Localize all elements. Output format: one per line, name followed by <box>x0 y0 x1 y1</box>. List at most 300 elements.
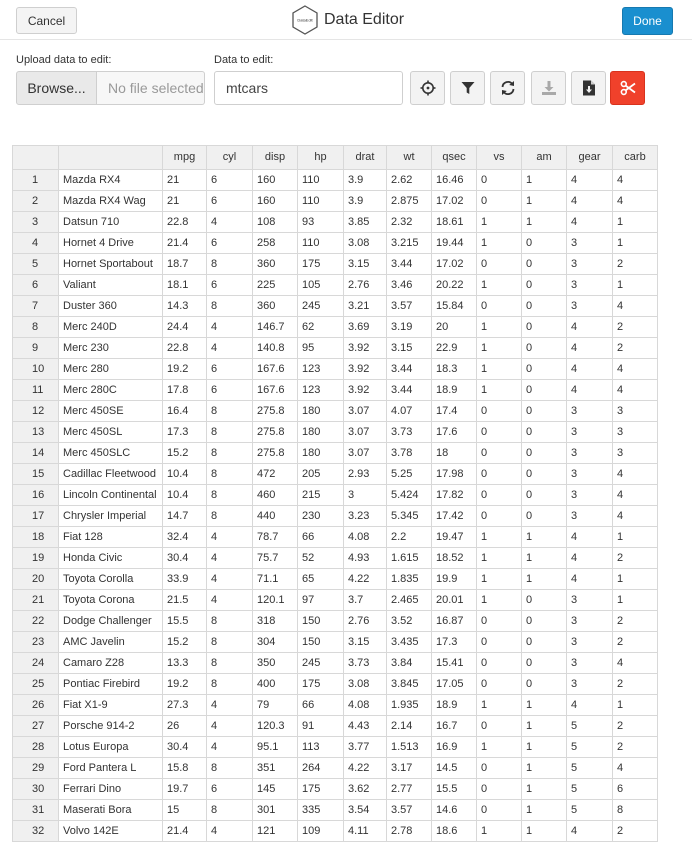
cell-gear[interactable]: 5 <box>567 758 613 779</box>
cell-vs[interactable]: 0 <box>477 401 522 422</box>
cell-wt[interactable]: 5.25 <box>387 464 432 485</box>
cell-qsec[interactable]: 17.98 <box>432 464 477 485</box>
row-name-cell[interactable]: AMC Javelin <box>59 632 163 653</box>
row-name-cell[interactable]: Pontiac Firebird <box>59 674 163 695</box>
cell-disp[interactable]: 167.6 <box>253 380 298 401</box>
cell-qsec[interactable]: 19.44 <box>432 233 477 254</box>
cell-mpg[interactable]: 15.2 <box>163 632 207 653</box>
cell-carb[interactable]: 2 <box>613 632 658 653</box>
cell-am[interactable]: 1 <box>522 695 567 716</box>
cell-wt[interactable]: 2.2 <box>387 527 432 548</box>
cell-carb[interactable]: 1 <box>613 527 658 548</box>
cell-mpg[interactable]: 27.3 <box>163 695 207 716</box>
cell-qsec[interactable]: 18.61 <box>432 212 477 233</box>
cell-mpg[interactable]: 13.3 <box>163 653 207 674</box>
row-name-cell[interactable]: Merc 280C <box>59 380 163 401</box>
cell-wt[interactable]: 5.424 <box>387 485 432 506</box>
cell-am[interactable]: 0 <box>522 401 567 422</box>
cell-carb[interactable]: 3 <box>613 401 658 422</box>
row-name-cell[interactable]: Camaro Z28 <box>59 653 163 674</box>
cell-vs[interactable]: 0 <box>477 254 522 275</box>
cell-hp[interactable]: 245 <box>298 296 344 317</box>
cell-am[interactable]: 0 <box>522 485 567 506</box>
cell-qsec[interactable]: 17.05 <box>432 674 477 695</box>
cell-hp[interactable]: 110 <box>298 170 344 191</box>
cell-disp[interactable]: 78.7 <box>253 527 298 548</box>
row-name-cell[interactable]: Duster 360 <box>59 296 163 317</box>
cell-cyl[interactable]: 4 <box>207 527 253 548</box>
cell-qsec[interactable]: 22.9 <box>432 338 477 359</box>
cell-cyl[interactable]: 6 <box>207 275 253 296</box>
cell-gear[interactable]: 3 <box>567 485 613 506</box>
cell-carb[interactable]: 2 <box>613 611 658 632</box>
cell-hp[interactable]: 66 <box>298 695 344 716</box>
cell-gear[interactable]: 5 <box>567 800 613 821</box>
cell-cyl[interactable]: 8 <box>207 296 253 317</box>
cell-wt[interactable]: 1.513 <box>387 737 432 758</box>
cell-vs[interactable]: 0 <box>477 632 522 653</box>
cell-cyl[interactable]: 8 <box>207 632 253 653</box>
cell-hp[interactable]: 335 <box>298 800 344 821</box>
cell-wt[interactable]: 5.345 <box>387 506 432 527</box>
cell-vs[interactable]: 0 <box>477 191 522 212</box>
cell-mpg[interactable]: 22.8 <box>163 212 207 233</box>
cell-carb[interactable]: 1 <box>613 695 658 716</box>
cell-disp[interactable]: 160 <box>253 191 298 212</box>
cell-carb[interactable]: 4 <box>613 296 658 317</box>
row-name-cell[interactable]: Hornet Sportabout <box>59 254 163 275</box>
cell-gear[interactable]: 4 <box>567 191 613 212</box>
filter-button[interactable] <box>450 71 485 105</box>
rowname-header[interactable] <box>59 146 163 170</box>
cell-gear[interactable]: 3 <box>567 464 613 485</box>
cell-mpg[interactable]: 15 <box>163 800 207 821</box>
cell-gear[interactable]: 3 <box>567 233 613 254</box>
cell-gear[interactable]: 4 <box>567 359 613 380</box>
cell-cyl[interactable]: 8 <box>207 443 253 464</box>
row-name-cell[interactable]: Cadillac Fleetwood <box>59 464 163 485</box>
cell-am[interactable]: 1 <box>522 212 567 233</box>
cell-hp[interactable]: 66 <box>298 527 344 548</box>
cell-vs[interactable]: 1 <box>477 548 522 569</box>
cell-cyl[interactable]: 8 <box>207 506 253 527</box>
cell-cyl[interactable]: 6 <box>207 233 253 254</box>
cell-mpg[interactable]: 16.4 <box>163 401 207 422</box>
cell-gear[interactable]: 3 <box>567 422 613 443</box>
cell-mpg[interactable]: 21 <box>163 191 207 212</box>
row-name-cell[interactable]: Lotus Europa <box>59 737 163 758</box>
cell-carb[interactable]: 2 <box>613 548 658 569</box>
cell-disp[interactable]: 145 <box>253 779 298 800</box>
cell-wt[interactable]: 3.44 <box>387 254 432 275</box>
cell-wt[interactable]: 3.15 <box>387 338 432 359</box>
cell-disp[interactable]: 350 <box>253 653 298 674</box>
cell-drat[interactable]: 4.11 <box>344 821 387 842</box>
cell-am[interactable]: 1 <box>522 191 567 212</box>
cell-cyl[interactable]: 6 <box>207 359 253 380</box>
cell-mpg[interactable]: 21 <box>163 170 207 191</box>
cell-drat[interactable]: 3.73 <box>344 653 387 674</box>
cell-am[interactable]: 1 <box>522 821 567 842</box>
row-name-cell[interactable]: Merc 450SL <box>59 422 163 443</box>
cell-wt[interactable]: 3.44 <box>387 380 432 401</box>
cell-drat[interactable]: 3.15 <box>344 254 387 275</box>
cell-hp[interactable]: 245 <box>298 653 344 674</box>
cancel-button[interactable]: Cancel <box>16 7 77 34</box>
cell-am[interactable]: 0 <box>522 653 567 674</box>
cell-gear[interactable]: 4 <box>567 170 613 191</box>
cell-am[interactable]: 0 <box>522 338 567 359</box>
cell-drat[interactable]: 4.22 <box>344 569 387 590</box>
row-name-cell[interactable]: Honda Civic <box>59 548 163 569</box>
row-name-cell[interactable]: Merc 450SE <box>59 401 163 422</box>
cell-vs[interactable]: 1 <box>477 275 522 296</box>
cell-am[interactable]: 0 <box>522 233 567 254</box>
cell-hp[interactable]: 205 <box>298 464 344 485</box>
cell-carb[interactable]: 3 <box>613 422 658 443</box>
cell-vs[interactable]: 1 <box>477 317 522 338</box>
cell-wt[interactable]: 3.57 <box>387 296 432 317</box>
cell-drat[interactable]: 3.15 <box>344 632 387 653</box>
cell-qsec[interactable]: 16.46 <box>432 170 477 191</box>
cell-vs[interactable]: 1 <box>477 737 522 758</box>
column-header-disp[interactable]: disp <box>253 146 298 170</box>
cell-hp[interactable]: 52 <box>298 548 344 569</box>
cell-cyl[interactable]: 8 <box>207 758 253 779</box>
cell-hp[interactable]: 113 <box>298 737 344 758</box>
cell-hp[interactable]: 95 <box>298 338 344 359</box>
cell-vs[interactable]: 0 <box>477 170 522 191</box>
cell-am[interactable]: 0 <box>522 380 567 401</box>
cell-drat[interactable]: 3.92 <box>344 359 387 380</box>
cell-qsec[interactable]: 20.01 <box>432 590 477 611</box>
cell-drat[interactable]: 3.21 <box>344 296 387 317</box>
row-name-cell[interactable]: Toyota Corona <box>59 590 163 611</box>
cell-am[interactable]: 0 <box>522 296 567 317</box>
cell-cyl[interactable]: 8 <box>207 485 253 506</box>
cell-gear[interactable]: 4 <box>567 317 613 338</box>
cell-hp[interactable]: 230 <box>298 506 344 527</box>
cell-disp[interactable]: 472 <box>253 464 298 485</box>
cell-qsec[interactable]: 15.5 <box>432 779 477 800</box>
cell-carb[interactable]: 4 <box>613 485 658 506</box>
cell-carb[interactable]: 1 <box>613 275 658 296</box>
cell-wt[interactable]: 3.17 <box>387 758 432 779</box>
cell-vs[interactable]: 0 <box>477 800 522 821</box>
cell-drat[interactable]: 3.08 <box>344 233 387 254</box>
cell-gear[interactable]: 4 <box>567 569 613 590</box>
cell-wt[interactable]: 2.875 <box>387 191 432 212</box>
cell-mpg[interactable]: 10.4 <box>163 464 207 485</box>
cell-drat[interactable]: 3.07 <box>344 422 387 443</box>
cell-cyl[interactable]: 4 <box>207 317 253 338</box>
cell-disp[interactable]: 140.8 <box>253 338 298 359</box>
cell-drat[interactable]: 3.9 <box>344 170 387 191</box>
cell-gear[interactable]: 3 <box>567 506 613 527</box>
cell-mpg[interactable]: 33.9 <box>163 569 207 590</box>
cell-hp[interactable]: 150 <box>298 611 344 632</box>
cell-hp[interactable]: 109 <box>298 821 344 842</box>
cell-cyl[interactable]: 8 <box>207 653 253 674</box>
cell-disp[interactable]: 167.6 <box>253 359 298 380</box>
cell-vs[interactable]: 1 <box>477 338 522 359</box>
cell-wt[interactable]: 3.57 <box>387 800 432 821</box>
cell-wt[interactable]: 2.62 <box>387 170 432 191</box>
cell-am[interactable]: 0 <box>522 632 567 653</box>
cell-disp[interactable]: 351 <box>253 758 298 779</box>
cell-mpg[interactable]: 26 <box>163 716 207 737</box>
file-name-field[interactable]: No file selected <box>97 71 205 105</box>
cell-gear[interactable]: 3 <box>567 296 613 317</box>
row-name-cell[interactable]: Volvo 142E <box>59 821 163 842</box>
cell-qsec[interactable]: 17.82 <box>432 485 477 506</box>
cell-cyl[interactable]: 6 <box>207 191 253 212</box>
cell-drat[interactable]: 3.54 <box>344 800 387 821</box>
cell-hp[interactable]: 175 <box>298 254 344 275</box>
cell-gear[interactable]: 3 <box>567 632 613 653</box>
cell-gear[interactable]: 3 <box>567 401 613 422</box>
cell-hp[interactable]: 91 <box>298 716 344 737</box>
cell-wt[interactable]: 3.215 <box>387 233 432 254</box>
cell-mpg[interactable]: 19.2 <box>163 674 207 695</box>
cell-drat[interactable]: 3.62 <box>344 779 387 800</box>
cell-disp[interactable]: 120.3 <box>253 716 298 737</box>
cell-drat[interactable]: 3 <box>344 485 387 506</box>
row-name-cell[interactable]: Ford Pantera L <box>59 758 163 779</box>
cell-wt[interactable]: 2.14 <box>387 716 432 737</box>
cell-disp[interactable]: 318 <box>253 611 298 632</box>
cell-vs[interactable]: 0 <box>477 674 522 695</box>
cell-qsec[interactable]: 17.3 <box>432 632 477 653</box>
cell-wt[interactable]: 3.73 <box>387 422 432 443</box>
cell-cyl[interactable]: 6 <box>207 170 253 191</box>
cell-carb[interactable]: 8 <box>613 800 658 821</box>
cell-wt[interactable]: 3.78 <box>387 443 432 464</box>
cell-drat[interactable]: 3.85 <box>344 212 387 233</box>
cell-hp[interactable]: 110 <box>298 233 344 254</box>
cell-carb[interactable]: 4 <box>613 191 658 212</box>
cell-hp[interactable]: 123 <box>298 380 344 401</box>
cell-qsec[interactable]: 18.6 <box>432 821 477 842</box>
cell-wt[interactable]: 3.46 <box>387 275 432 296</box>
cell-am[interactable]: 0 <box>522 464 567 485</box>
cell-vs[interactable]: 1 <box>477 212 522 233</box>
cell-hp[interactable]: 264 <box>298 758 344 779</box>
cell-gear[interactable]: 4 <box>567 548 613 569</box>
cell-gear[interactable]: 4 <box>567 380 613 401</box>
column-header-qsec[interactable]: qsec <box>432 146 477 170</box>
cell-vs[interactable]: 0 <box>477 653 522 674</box>
cell-carb[interactable]: 1 <box>613 233 658 254</box>
cell-hp[interactable]: 180 <box>298 401 344 422</box>
download-button[interactable] <box>531 71 566 105</box>
cell-mpg[interactable]: 30.4 <box>163 737 207 758</box>
cell-carb[interactable]: 4 <box>613 464 658 485</box>
cell-cyl[interactable]: 4 <box>207 590 253 611</box>
cell-gear[interactable]: 4 <box>567 695 613 716</box>
cell-qsec[interactable]: 19.47 <box>432 527 477 548</box>
cell-gear[interactable]: 3 <box>567 254 613 275</box>
data-select-input[interactable]: mtcars <box>214 71 403 105</box>
cell-gear[interactable]: 4 <box>567 338 613 359</box>
cell-hp[interactable]: 62 <box>298 317 344 338</box>
cell-gear[interactable]: 3 <box>567 653 613 674</box>
cell-qsec[interactable]: 18.3 <box>432 359 477 380</box>
cell-drat[interactable]: 4.08 <box>344 527 387 548</box>
cell-disp[interactable]: 121 <box>253 821 298 842</box>
column-header-gear[interactable]: gear <box>567 146 613 170</box>
column-header-carb[interactable]: carb <box>613 146 658 170</box>
cell-qsec[interactable]: 18.9 <box>432 695 477 716</box>
cell-mpg[interactable]: 32.4 <box>163 527 207 548</box>
cell-qsec[interactable]: 15.41 <box>432 653 477 674</box>
cell-hp[interactable]: 105 <box>298 275 344 296</box>
cell-hp[interactable]: 180 <box>298 443 344 464</box>
cell-wt[interactable]: 2.77 <box>387 779 432 800</box>
cell-gear[interactable]: 3 <box>567 443 613 464</box>
cell-disp[interactable]: 95.1 <box>253 737 298 758</box>
cell-carb[interactable]: 2 <box>613 317 658 338</box>
row-name-cell[interactable]: Merc 450SLC <box>59 443 163 464</box>
cell-mpg[interactable]: 17.3 <box>163 422 207 443</box>
cell-disp[interactable]: 360 <box>253 254 298 275</box>
cell-vs[interactable]: 0 <box>477 779 522 800</box>
row-name-cell[interactable]: Merc 240D <box>59 317 163 338</box>
cell-cyl[interactable]: 6 <box>207 380 253 401</box>
cell-gear[interactable]: 4 <box>567 527 613 548</box>
cell-wt[interactable]: 2.465 <box>387 590 432 611</box>
cell-carb[interactable]: 4 <box>613 380 658 401</box>
cell-gear[interactable]: 5 <box>567 779 613 800</box>
cell-carb[interactable]: 2 <box>613 254 658 275</box>
cell-qsec[interactable]: 17.02 <box>432 254 477 275</box>
cell-gear[interactable]: 4 <box>567 212 613 233</box>
cell-cyl[interactable]: 8 <box>207 422 253 443</box>
cell-drat[interactable]: 3.23 <box>344 506 387 527</box>
row-name-cell[interactable]: Fiat X1-9 <box>59 695 163 716</box>
cell-hp[interactable]: 215 <box>298 485 344 506</box>
cell-disp[interactable]: 71.1 <box>253 569 298 590</box>
cell-drat[interactable]: 4.22 <box>344 758 387 779</box>
cell-disp[interactable]: 460 <box>253 485 298 506</box>
cell-drat[interactable]: 3.07 <box>344 401 387 422</box>
cell-cyl[interactable]: 6 <box>207 779 253 800</box>
cell-qsec[interactable]: 16.7 <box>432 716 477 737</box>
column-header-drat[interactable]: drat <box>344 146 387 170</box>
cell-wt[interactable]: 3.845 <box>387 674 432 695</box>
cell-mpg[interactable]: 22.8 <box>163 338 207 359</box>
cell-vs[interactable]: 0 <box>477 506 522 527</box>
done-button[interactable]: Done <box>622 7 673 35</box>
cell-cyl[interactable]: 8 <box>207 611 253 632</box>
row-name-cell[interactable]: Merc 230 <box>59 338 163 359</box>
cell-disp[interactable]: 440 <box>253 506 298 527</box>
cell-carb[interactable]: 2 <box>613 338 658 359</box>
rownum-header[interactable] <box>13 146 59 170</box>
cell-disp[interactable]: 79 <box>253 695 298 716</box>
cell-drat[interactable]: 4.93 <box>344 548 387 569</box>
cell-disp[interactable]: 225 <box>253 275 298 296</box>
cell-gear[interactable]: 3 <box>567 275 613 296</box>
cell-wt[interactable]: 3.435 <box>387 632 432 653</box>
cell-cyl[interactable]: 4 <box>207 821 253 842</box>
cell-cyl[interactable]: 8 <box>207 254 253 275</box>
row-name-cell[interactable]: Maserati Bora <box>59 800 163 821</box>
row-name-cell[interactable]: Lincoln Continental <box>59 485 163 506</box>
cell-cyl[interactable]: 8 <box>207 401 253 422</box>
cell-am[interactable]: 1 <box>522 779 567 800</box>
row-name-cell[interactable]: Fiat 128 <box>59 527 163 548</box>
cell-disp[interactable]: 275.8 <box>253 422 298 443</box>
row-name-cell[interactable]: Datsun 710 <box>59 212 163 233</box>
cell-drat[interactable]: 2.76 <box>344 611 387 632</box>
cell-qsec[interactable]: 17.02 <box>432 191 477 212</box>
cell-mpg[interactable]: 18.1 <box>163 275 207 296</box>
cell-carb[interactable]: 4 <box>613 758 658 779</box>
cell-cyl[interactable]: 4 <box>207 716 253 737</box>
cell-mpg[interactable]: 14.7 <box>163 506 207 527</box>
cell-drat[interactable]: 2.93 <box>344 464 387 485</box>
cell-wt[interactable]: 3.44 <box>387 359 432 380</box>
export-file-button[interactable] <box>571 71 606 105</box>
cell-cyl[interactable]: 4 <box>207 569 253 590</box>
cell-drat[interactable]: 3.07 <box>344 443 387 464</box>
cell-gear[interactable]: 3 <box>567 674 613 695</box>
cell-hp[interactable]: 123 <box>298 359 344 380</box>
cell-vs[interactable]: 0 <box>477 422 522 443</box>
column-header-vs[interactable]: vs <box>477 146 522 170</box>
cell-am[interactable]: 0 <box>522 275 567 296</box>
row-name-cell[interactable]: Merc 280 <box>59 359 163 380</box>
cell-vs[interactable]: 0 <box>477 611 522 632</box>
cell-mpg[interactable]: 19.2 <box>163 359 207 380</box>
cell-gear[interactable]: 3 <box>567 611 613 632</box>
cell-carb[interactable]: 3 <box>613 443 658 464</box>
row-name-cell[interactable]: Ferrari Dino <box>59 779 163 800</box>
cut-button[interactable] <box>610 71 645 105</box>
cell-disp[interactable]: 75.7 <box>253 548 298 569</box>
cell-drat[interactable]: 4.43 <box>344 716 387 737</box>
cell-am[interactable]: 1 <box>522 758 567 779</box>
cell-drat[interactable]: 3.9 <box>344 191 387 212</box>
cell-qsec[interactable]: 16.9 <box>432 737 477 758</box>
cell-vs[interactable]: 1 <box>477 590 522 611</box>
cell-disp[interactable]: 160 <box>253 170 298 191</box>
cell-drat[interactable]: 4.08 <box>344 695 387 716</box>
cell-gear[interactable]: 5 <box>567 737 613 758</box>
cell-drat[interactable]: 3.77 <box>344 737 387 758</box>
cell-am[interactable]: 0 <box>522 422 567 443</box>
cell-hp[interactable]: 65 <box>298 569 344 590</box>
cell-wt[interactable]: 2.32 <box>387 212 432 233</box>
cell-vs[interactable]: 1 <box>477 569 522 590</box>
cell-qsec[interactable]: 17.6 <box>432 422 477 443</box>
cell-vs[interactable]: 0 <box>477 443 522 464</box>
cell-hp[interactable]: 97 <box>298 590 344 611</box>
cell-disp[interactable]: 301 <box>253 800 298 821</box>
cell-mpg[interactable]: 18.7 <box>163 254 207 275</box>
cell-vs[interactable]: 1 <box>477 821 522 842</box>
cell-disp[interactable]: 258 <box>253 233 298 254</box>
cell-carb[interactable]: 2 <box>613 821 658 842</box>
cell-vs[interactable]: 0 <box>477 296 522 317</box>
cell-vs[interactable]: 1 <box>477 359 522 380</box>
cell-qsec[interactable]: 18.52 <box>432 548 477 569</box>
cell-qsec[interactable]: 18 <box>432 443 477 464</box>
cell-am[interactable]: 1 <box>522 527 567 548</box>
cell-vs[interactable]: 0 <box>477 485 522 506</box>
cell-mpg[interactable]: 10.4 <box>163 485 207 506</box>
